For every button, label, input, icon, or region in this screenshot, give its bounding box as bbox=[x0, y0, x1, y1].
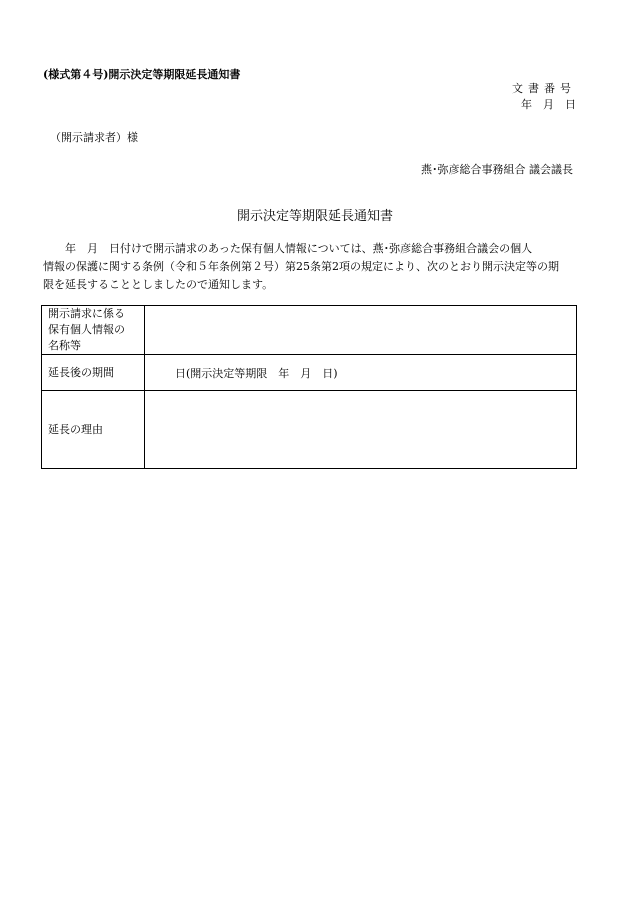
row-label-extension-period bbox=[42, 355, 145, 391]
document-title: 開示決定等期限延長通知書 bbox=[236, 209, 393, 224]
row-label-extension-reason bbox=[42, 391, 145, 469]
body-line: 限を延長することとしましたので通知します。 bbox=[43, 278, 274, 291]
body-line: 年 月 日付けで開示請求のあった保有個人情報については、燕･弥彦総合事務組合議会の個人 bbox=[43, 242, 533, 255]
document-date: 年 月 日 bbox=[521, 98, 576, 111]
addressee: （開示請求者）様 bbox=[50, 131, 138, 144]
table-row bbox=[42, 306, 577, 355]
body-paragraph bbox=[43, 240, 588, 294]
label-line: 開示請求に係る bbox=[48, 307, 125, 320]
label-line: 延長後の期間 bbox=[48, 365, 114, 379]
label-line: 延長の理由 bbox=[48, 422, 103, 436]
form-number-label: (様式第４号)開示決定等期限延長通知書 bbox=[43, 68, 241, 81]
document-number: 文書番号 bbox=[512, 82, 576, 95]
label-line: 名称等 bbox=[48, 339, 81, 352]
row-value-extension-reason bbox=[145, 391, 577, 469]
table-row bbox=[42, 355, 577, 391]
row-value-information-name bbox=[145, 306, 577, 355]
table-row bbox=[42, 391, 577, 469]
info-table bbox=[41, 305, 577, 469]
label-line: 保有個人情報の bbox=[48, 323, 125, 336]
body-line: 情報の保護に関する条例（令和５年条例第２号）第25条第2項の規定により、次のとおり開示決定等の期 bbox=[43, 260, 559, 273]
row-label-information-name bbox=[42, 306, 145, 355]
row-value-extension-period: 日(開示決定等期限 年 月 日) bbox=[145, 355, 577, 391]
sender: 燕･弥彦総合事務組合 議会議長 bbox=[421, 163, 573, 176]
